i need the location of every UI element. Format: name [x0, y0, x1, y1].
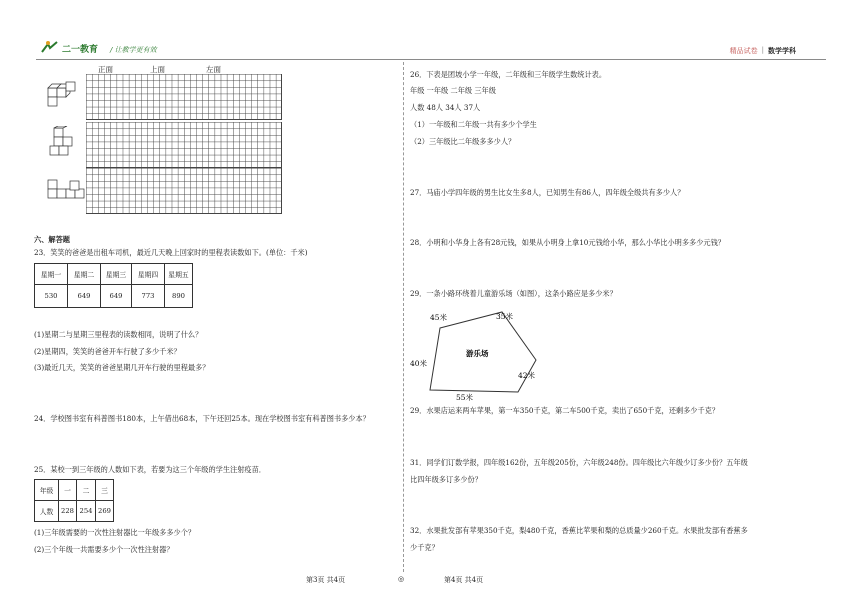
cube-figure-2 [46, 126, 80, 160]
logo-icon [40, 40, 60, 56]
q23-sub1: (1)星期二与星期三里程表的读数相同，说明了什么？ [34, 330, 203, 339]
header-subject [730, 46, 796, 56]
section-title: 六、解答题 [34, 235, 70, 244]
view-labels [98, 64, 278, 74]
label-42m: 42米 [518, 371, 536, 380]
q23-value: 649 [101, 285, 132, 308]
view-label-front: 正面 [98, 65, 113, 74]
view-label-side: 左面 [206, 65, 221, 74]
q23-header: 星期一 [35, 264, 68, 285]
q25-header: 一 [59, 480, 77, 501]
q24-text: 24．学校图书室有科普图书180本，上午借出68本，下午还回25本。现在学校图书室有科普图书多少本？ [34, 414, 370, 423]
q23-header: 星期四 [132, 264, 165, 285]
drawing-grid-2 [86, 122, 282, 168]
label-40m: 40米 [410, 359, 428, 368]
q26-row2: 人数 48人 34人 37人 [410, 103, 481, 112]
q23-value: 649 [68, 285, 101, 308]
q27-text: 27．马庙小学四年级的男生比女生多8人，已知男生有86人，四年级全级共有多少人？ [410, 188, 685, 197]
footer-page-right: 第4页 共4页 [444, 576, 484, 584]
q29b-text: 29．水果店运来两车苹果，第一车350千克，第二车500千克，卖出了650千克，还剩多少千克？ [410, 406, 720, 415]
q26-sub2: （2）三年级比二年级多多少人？ [410, 137, 516, 146]
q23-table [34, 263, 193, 308]
q23-sub2: (2)星期四，笑笑的爸爸开车行驶了多少千米？ [34, 347, 181, 356]
q23-value: 530 [35, 285, 68, 308]
column-divider [403, 62, 404, 572]
q32-line1: 32．水果批发部有苹果350千克，梨480千克，香蕉比苹果和梨的总质量少260千克。水果批发部有香蕉多 [410, 526, 748, 535]
q26-sub1: （1）一年级和二年级一共有多少个学生 [410, 120, 537, 129]
header-tag: 精品试卷 [729, 47, 758, 55]
q29a-text: 29．一条小路环绕着儿童游乐场（如图），这条小路应是多少米？ [410, 289, 617, 298]
q25-row-label: 人数 [35, 501, 59, 522]
page-header [36, 38, 826, 60]
drawing-grid-1 [86, 74, 282, 120]
q23-value: 890 [165, 285, 193, 308]
q23-header: 星期五 [165, 264, 193, 285]
cube-figure-1 [46, 78, 80, 108]
drawing-grid-3 [86, 168, 282, 214]
q26-text: 26．下表是团坡小学一年级，二年级和三年级学生数统计表。 [410, 70, 607, 79]
q25-sub1: (1)三年级需要的一次性注射器比一年级多多少个？ [34, 528, 196, 537]
header-subject-label: 数学学科 [768, 47, 796, 55]
q25-header: 年级 [35, 480, 59, 501]
q25-sub2: (2)三个年级一共需要多少个一次性注射器？ [34, 545, 174, 554]
logo [40, 40, 98, 56]
q25-header: 二 [77, 480, 96, 501]
q32-line2: 少千克？ [410, 543, 439, 552]
q25-header: 三 [96, 480, 114, 501]
q31-line1: 31．同学们订数学报，四年级162份，五年级205份，六年级248份。四年级比六年级少订多少份？五年级 [410, 458, 748, 467]
logo-text: 二一教育 [62, 44, 99, 55]
playground-label: 游乐场 [466, 349, 489, 358]
label-55m: 55米 [456, 393, 474, 402]
header-slogan: / 让教学更有效 [110, 46, 157, 54]
q23-header: 星期二 [68, 264, 101, 285]
q23-sub3: (3)最近几天，笑笑的爸爸星期几开车行驶的里程最多？ [34, 363, 210, 372]
q23-header: 星期三 [101, 264, 132, 285]
q25-value: 269 [96, 501, 114, 522]
view-label-top: 上面 [150, 65, 165, 74]
q28-text: 28．小明和小华身上各有28元钱，如果从小明身上拿10元钱给小华，那么小华比小明多多少元钱？ [410, 238, 725, 247]
q26-row1: 年级 一年级 二年级 三年级 [410, 86, 496, 95]
footer-page-left: 第3页 共4页 [306, 576, 346, 584]
q25-text: 25．某校一到三年级的人数如下表，若要为这三个年级的学生注射疫苗． [34, 465, 266, 474]
q25-value: 228 [59, 501, 77, 522]
footer-mark: ◎ [398, 575, 405, 583]
label-45m: 45米 [430, 313, 448, 322]
q25-table [34, 479, 114, 522]
label-35m: 35米 [496, 312, 514, 321]
header-separator: | [761, 46, 764, 54]
cube-figure-3 [46, 176, 86, 206]
q23-value: 773 [132, 285, 165, 308]
q31-line2: 比四年级多订多少份？ [410, 475, 482, 484]
q23-text: 23．笑笑的爸爸是出租车司机，最近几天晚上回家时的里程表读数如下。(单位：千米) [34, 248, 308, 257]
q25-value: 254 [77, 501, 96, 522]
pentagon-diagram [410, 304, 550, 404]
